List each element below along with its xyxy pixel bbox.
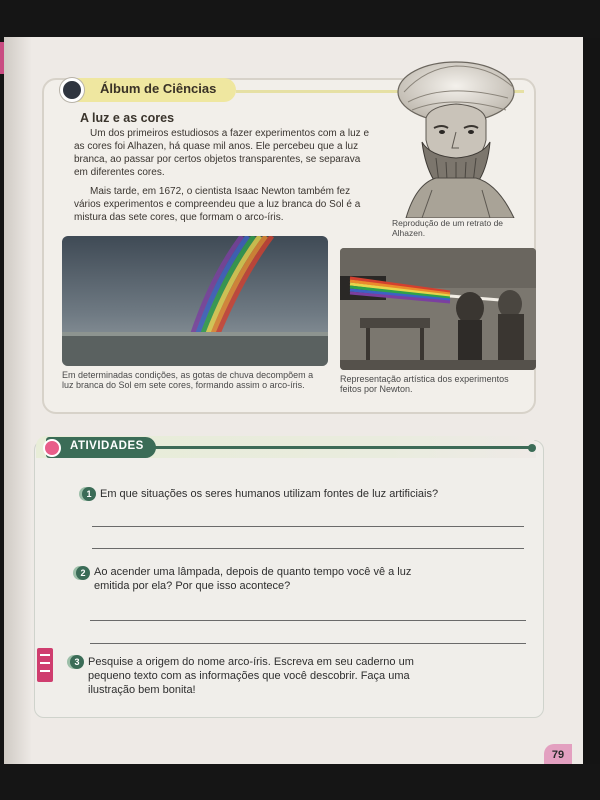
paragraph-newton: Mais tarde, em 1672, o cientista Isaac Newton também fez vários experimentos e compreendeu que a luz branca do Sol é a mistura das sete cores, que formam o arco-íris. bbox=[74, 186, 361, 223]
photo-background-top bbox=[0, 0, 600, 38]
rainbow-photo bbox=[62, 236, 328, 366]
notebook-icon bbox=[37, 648, 53, 682]
question-number-1: 1 bbox=[82, 487, 96, 501]
portrait-caption: Reprodução de um retrato de Alhazen. bbox=[392, 218, 504, 238]
photo-background-bottom bbox=[0, 764, 600, 800]
question-number-2: 2 bbox=[76, 566, 90, 580]
activities-bullet-icon bbox=[43, 439, 61, 457]
answer-line[interactable] bbox=[92, 526, 524, 527]
paragraph-alhazen: Um dos primeiros estudiosos a fazer experimentos com a luz e as cores foi Alhazen, há quase mil anos. Ele percebeu que a luz branca, ao passar por certos objetos transparentes, se separava em diferentes cores. bbox=[74, 128, 370, 178]
activities-line-end-icon bbox=[528, 444, 536, 452]
question-1-text: Em que situações os seres humanos utilizam fontes de luz artificiais? bbox=[100, 488, 439, 500]
answer-line[interactable] bbox=[90, 643, 526, 644]
page-number: 79 bbox=[544, 744, 572, 764]
album-bullet-icon bbox=[60, 78, 84, 102]
rainbow-caption: Em determinadas condições, as gotas de chuva decompõem a luz branca do Sol em sete cores, formando assim o arco-íris. bbox=[62, 370, 314, 390]
answer-line[interactable] bbox=[90, 620, 526, 621]
answer-line[interactable] bbox=[92, 548, 524, 549]
alhazen-portrait-image bbox=[386, 58, 536, 218]
question-number-3: 3 bbox=[70, 655, 84, 669]
section-title: A luz e as cores bbox=[80, 111, 175, 125]
album-title: Álbum de Ciências bbox=[100, 81, 217, 96]
question-3-text: Pesquise a origem do nome arco-íris. Escreva em seu caderno um pequeno texto com as informações que você descobrir. Faça uma ilustração bem bonita! bbox=[88, 656, 414, 696]
newton-caption: Representação artística dos experimentos feitos por Newton. bbox=[340, 374, 509, 394]
newton-experiment-image bbox=[340, 248, 536, 370]
question-2-text: Ao acender uma lâmpada, depois de quanto tempo você vê a luz emitida por ela? Por que isso acontece? bbox=[94, 566, 412, 592]
activities-header-line bbox=[150, 446, 534, 449]
activities-title: ATIVIDADES bbox=[70, 440, 144, 452]
legal-notice-spine-text bbox=[8, 300, 16, 460]
